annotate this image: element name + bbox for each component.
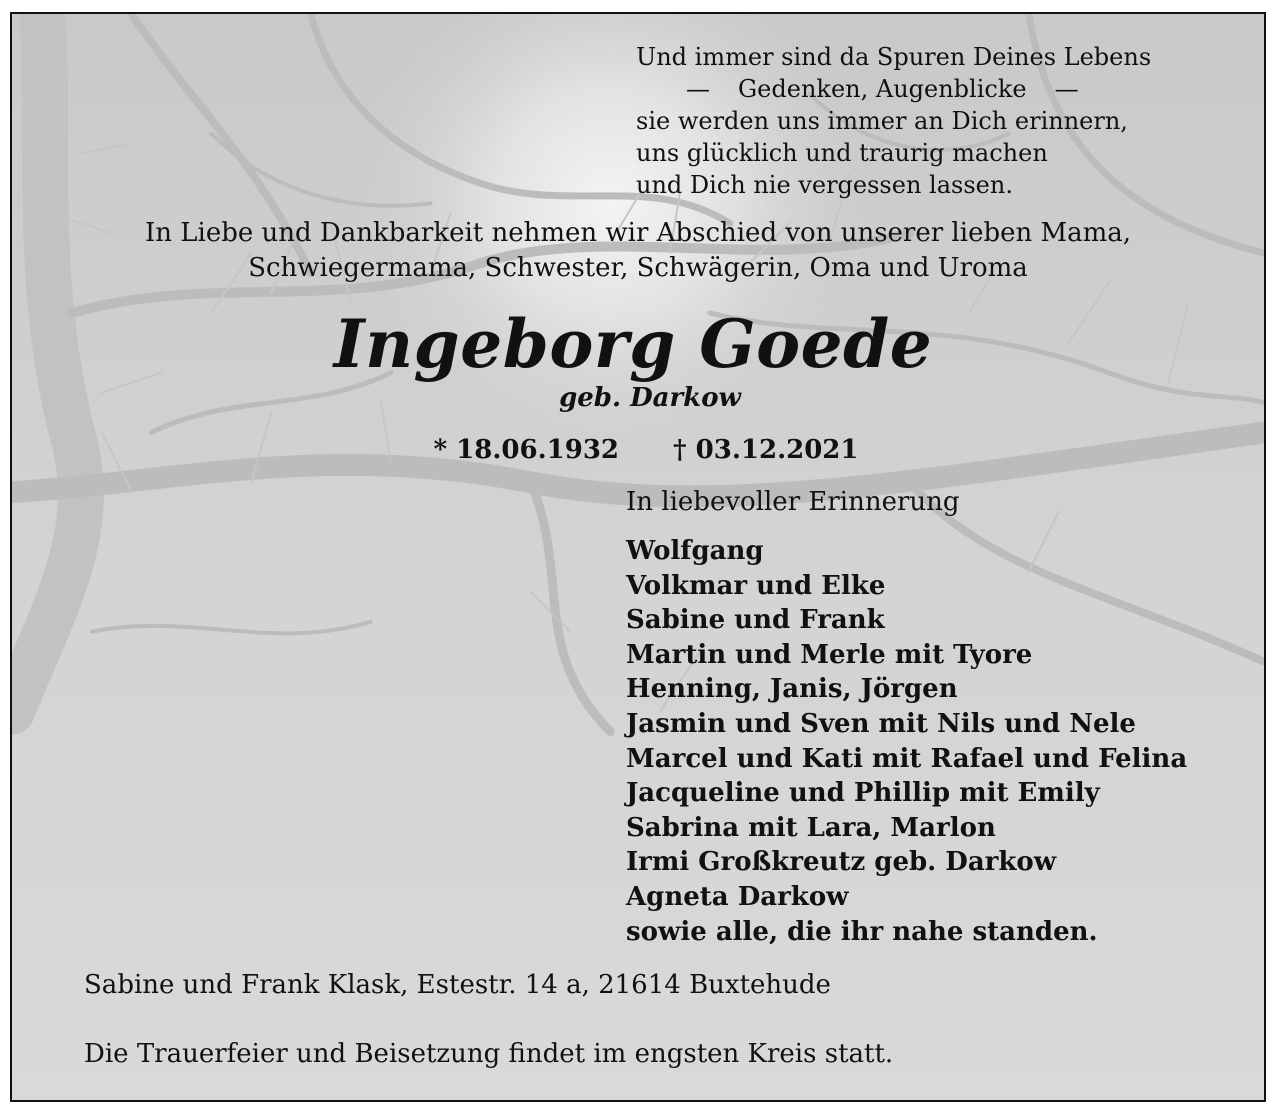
signer: Jacqueline und Phillip mit Emily — [626, 778, 1100, 809]
poem-line-1: Und immer sind da Spuren Deines Lebens — [636, 43, 1152, 71]
poem-dash-right: — — [1054, 75, 1079, 103]
poem-line-2 — [636, 73, 1236, 105]
obituary-notice — [10, 12, 1266, 1102]
contact-address: Sabine und Frank Klask, Estestr. 14 a, 21614 Buxtehude — [84, 970, 831, 1000]
deceased-name: Ingeborg Goede — [333, 305, 933, 383]
poem-line-5: und Dich nie vergessen lassen. — [636, 171, 1013, 199]
signer: Jasmin und Sven mit Nils und Nele — [626, 708, 1136, 739]
signer: Sabine und Frank — [626, 605, 885, 636]
signers-list — [626, 534, 1187, 949]
farewell-intro — [12, 216, 1264, 286]
signer: Wolfgang — [626, 536, 764, 566]
poem-line-2-text: Gedenken, Augenblicke — [738, 75, 1027, 103]
signer: Martin und Merle mit Tyore — [626, 639, 1033, 670]
ceremony-note: Die Trauerfeier und Beisetzung findet im engsten Kreis statt. — [84, 1039, 894, 1069]
signer: Sabrina mit Lara, Marlon — [626, 812, 996, 843]
signer: Henning, Janis, Jörgen — [626, 674, 958, 705]
death-date: † 03.12.2021 — [673, 435, 859, 465]
intro-line-2: Schwiegermama, Schwester, Schwägerin, Oma und Uroma — [248, 253, 1028, 283]
maiden-name: geb. Darkow — [559, 383, 741, 413]
intro-line-1: In Liebe und Dankbarkeit nehmen wir Abschied von unserer lieben Mama, — [144, 218, 1132, 248]
signer: sowie alle, die ihr nahe standen. — [626, 916, 1098, 947]
poem-line-4: uns glücklich und traurig machen — [636, 139, 1048, 167]
signer: Irmi Großkreutz geb. Darkow — [626, 847, 1057, 878]
poem — [636, 41, 1236, 201]
signer: Volkmar und Elke — [626, 570, 886, 601]
poem-dash-left: — — [686, 75, 710, 103]
signer: Agneta Darkow — [626, 881, 849, 912]
poem-line-3: sie werden uns immer an Dich erinnern, — [636, 107, 1128, 135]
remembrance-line: In liebevoller Erinnerung — [626, 487, 960, 517]
life-dates — [12, 430, 1266, 470]
birth-date: * 18.06.1932 — [433, 435, 619, 465]
signer: Marcel und Kati mit Rafael und Felina — [626, 743, 1188, 774]
